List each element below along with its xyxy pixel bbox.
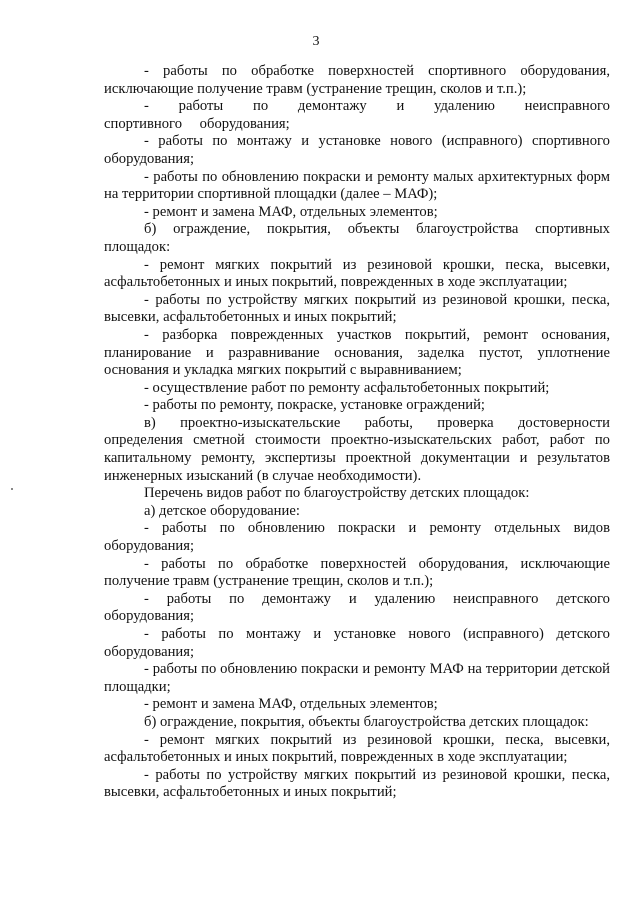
list-item-soft-cover-repair: - ремонт мягких покрытий из резиновой крошки, песка, высевки, асфальтобетонных и иных покрытий, поврежденных в ходе эксплуатации; [104,256,610,291]
scan-speck [11,488,13,490]
list-item-children-dismantling: - работы по демонтажу и удалению неисправного детского оборудования; [104,590,610,625]
section-heading-children-equipment: а) детское оборудование: [144,502,300,519]
list-item-maf-replacement: - ремонт и замена МАФ, отдельных элементов; [144,203,438,220]
list-item-children-painting: - работы по обновлению покраски и ремонту отдельных видов оборудования; [104,520,610,555]
page-number: 3 [312,34,320,49]
list-item-surface-treatment: - работы по обработке поверхностей спортивного оборудования, исключающие получение травм (устранение трещин, сколов и т.п.); [104,63,610,97]
list-item-children-surface-treatment: - работы по обработке поверхностей оборудования, исключающие получение травм (устранение трещин, сколов и т.п.); [104,555,610,590]
section-heading-fencing-children: б) ограждение, покрытия, объекты благоустройства детских площадок: [144,713,589,730]
section-heading-design-survey: в) проектно-изыскательские работы, проверка достоверности определения сметной стоимости проектно-изыскательских работ, работ по капитальному ремонту, экспертизы проектной документации и результатов инженерных изысканий (в случае необходимости). [104,414,610,484]
list-item-children-installation: - работы по монтажу и установке нового (исправного) детского оборудования; [104,626,610,660]
list-item-children-maf-painting: - работы по обновлению покраски и ремонту МАФ на территории детской площадки; [104,661,610,695]
list-item-installation: - работы по монтажу и установке нового (исправного) спортивного оборудования; [104,133,610,167]
list-item-maf-painting: - работы по обновлению покраски и ремонту малых архитектурных форм на территории спортивной площадки (далее – МАФ); [104,168,610,203]
section-title-children-playgrounds: Перечень видов работ по благоустройству детских площадок: [144,485,530,502]
list-item-soft-cover-installation: - работы по устройству мягких покрытий из резиновой крошки, песка, высевки, асфальтобетонных и иных покрытий; [104,291,610,326]
document-body [104,63,610,802]
list-item-children-soft-cover-installation: - работы по устройству мягких покрытий из резиновой крошки, песка, высевки, асфальтобетонных и иных покрытий; [104,766,610,801]
list-item-cover-dismantling: - разборка поврежденных участков покрытий, ремонт основания, планирование и разравнивание основания, заделка пустот, уплотнение основания и укладка мягких покрытий с выравниванием; [104,326,610,379]
list-item-children-maf-replacement: - ремонт и замена МАФ, отдельных элементов; [144,696,438,713]
list-item-dismantling: - работы по демонтажу и удалению неисправного спортивного оборудования; [104,98,610,132]
list-item-asphalt-repair: - осуществление работ по ремонту асфальтобетонных покрытий; [144,379,550,396]
list-item-fence-works: - работы по ремонту, покраске, установке ограждений; [144,397,486,414]
section-heading-fencing-sports: б) ограждение, покрытия, объекты благоустройства спортивных площадок: [104,221,610,255]
list-item-children-soft-cover-repair: - ремонт мягких покрытий из резиновой крошки, песка, высевки, асфальтобетонных и иных покрытий, поврежденных в ходе эксплуатации; [104,731,610,766]
